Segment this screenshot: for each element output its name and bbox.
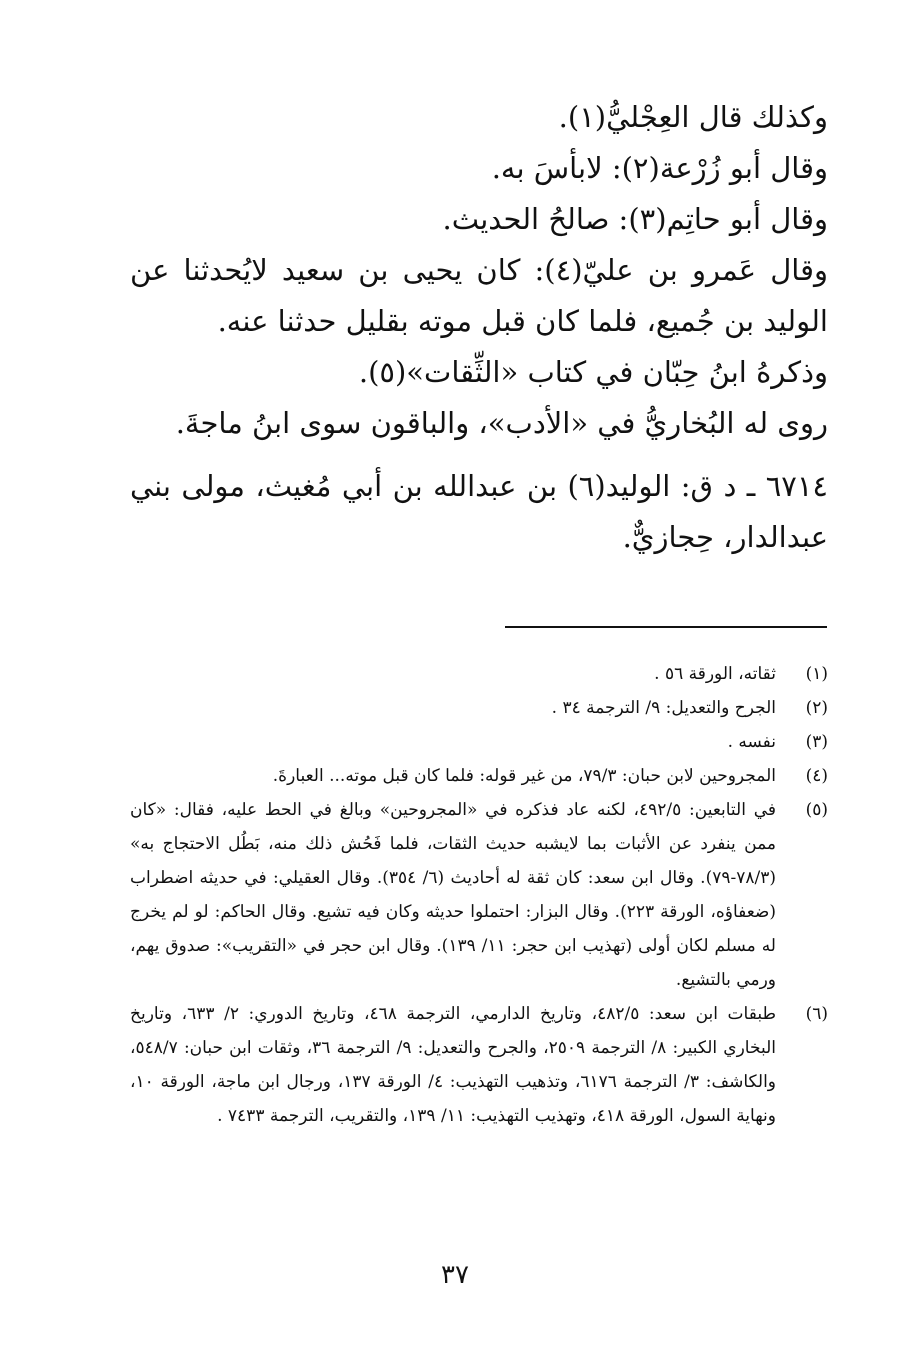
- footnote-item: [130, 759, 828, 793]
- footnote-number: (٦): [805, 1004, 828, 1024]
- biography-entry: ٦٧١٤ ـ د ق: الوليد(٦) بن عبدالله بن أبي مُغيث، مولى بني عبدالدار، حِجازيٌّ.: [130, 469, 828, 554]
- text-line: وكذلك قال العِجْليُّ(١).: [558, 100, 828, 134]
- page-number: ٣٧: [441, 1260, 469, 1290]
- footnote-separator: [505, 626, 827, 628]
- text-line: وذكرهُ ابنُ حِبّان في كتاب «الثِّقات»(٥).: [358, 355, 828, 389]
- footnote-item: [130, 657, 828, 691]
- footnote-number: (١): [805, 664, 828, 684]
- text-line: وقال عَمرو بن عليّ(٤): كان يحيى بن سعيد لايُحدثنا عن الوليد بن جُميع، فلما كان قبل موته بقليل حدثنا عنه.: [130, 253, 829, 338]
- footnote-number: (٤): [805, 766, 828, 786]
- text-line: وقال أبو زُرْعة(٢): لابأسَ به.: [491, 151, 828, 185]
- footnote-number: (٥): [805, 800, 828, 820]
- footnote-text: المجروحين لابن حبان: ٧٩/٣، من غير قوله: فلما كان قبل موته... العبارةَ.: [272, 766, 776, 786]
- footnote-item: [130, 997, 828, 1133]
- footnotes: [130, 657, 828, 1133]
- footnote-number: (٢): [805, 698, 828, 718]
- text-line: روى له البُخاريُّ في «الأدب»، والباقون سوى ابنُ ماجةَ.: [175, 406, 828, 440]
- main-text: [130, 92, 828, 563]
- footnote-text: طبقات ابن سعد: ٤٨٢/٥، وتاريخ الدارمي، الترجمة ٤٦٨، وتاريخ الدوري: ٢/ ٦٣٣، وتاريخ البخاري الكبير: ٨/ الترجمة ٢٥٠٩، والجرح والتعديل: ٩/ الترجمة ٣٦، وثقات ابن حبان: ٥٤٨/٧، والكاشف: ٣/ الترجمة ٦١٧٦، وتذهيب التهذيب: ٤/ الورقة ١٣٧، ورجال ابن ماجة، الورقة ١٠، ونهاية السول، الورقة ٤١٨، وتهذيب التهذيب: ١١/ ١٣٩، والتقريب، الترجمة ٧٤٣٣ .: [130, 1004, 777, 1126]
- text-line: وقال أبو حاتِم(٣): صالحُ الحديث.: [442, 202, 828, 236]
- footnote-item: [130, 691, 828, 725]
- footnote-text: في التابعين: ٤٩٢/٥، لكنه عاد فذكره في «المجروحين» وبالغ في الحط عليه، فقال: «كان ممن ينفرد عن الأثبات بما لايشبه حديث الثقات، فلما فَحُش ذلك منه، بَطُل الاحتجاج به» (٧٨/٣-٧٩). وقال ابن سعد: كان ثقة له أحاديث (٦/ ٣٥٤). وقال العقيلي: في حديثه اضطراب (ضعفاؤه، الورقة ٢٢٣). وقال البزار: احتملوا حديثه وكان فيه تشيع. وقال الحاكم: لو لم يخرج له مسلم لكان أولى (تهذيب ابن حجر: ١١/ ١٣٩). وقال ابن حجر في «التقريب»: صدوق يهم، ورمي بالتشيع.: [130, 800, 776, 990]
- footnote-number: (٣): [805, 732, 828, 752]
- footnote-item: [130, 725, 828, 759]
- footnote-text: نفسه .: [727, 732, 776, 752]
- footnote-item: [130, 793, 828, 997]
- footnote-text: ثقاته، الورقة ٥٦ .: [654, 664, 776, 684]
- footnote-text: الجرح والتعديل: ٩/ الترجمة ٣٤ .: [551, 698, 776, 718]
